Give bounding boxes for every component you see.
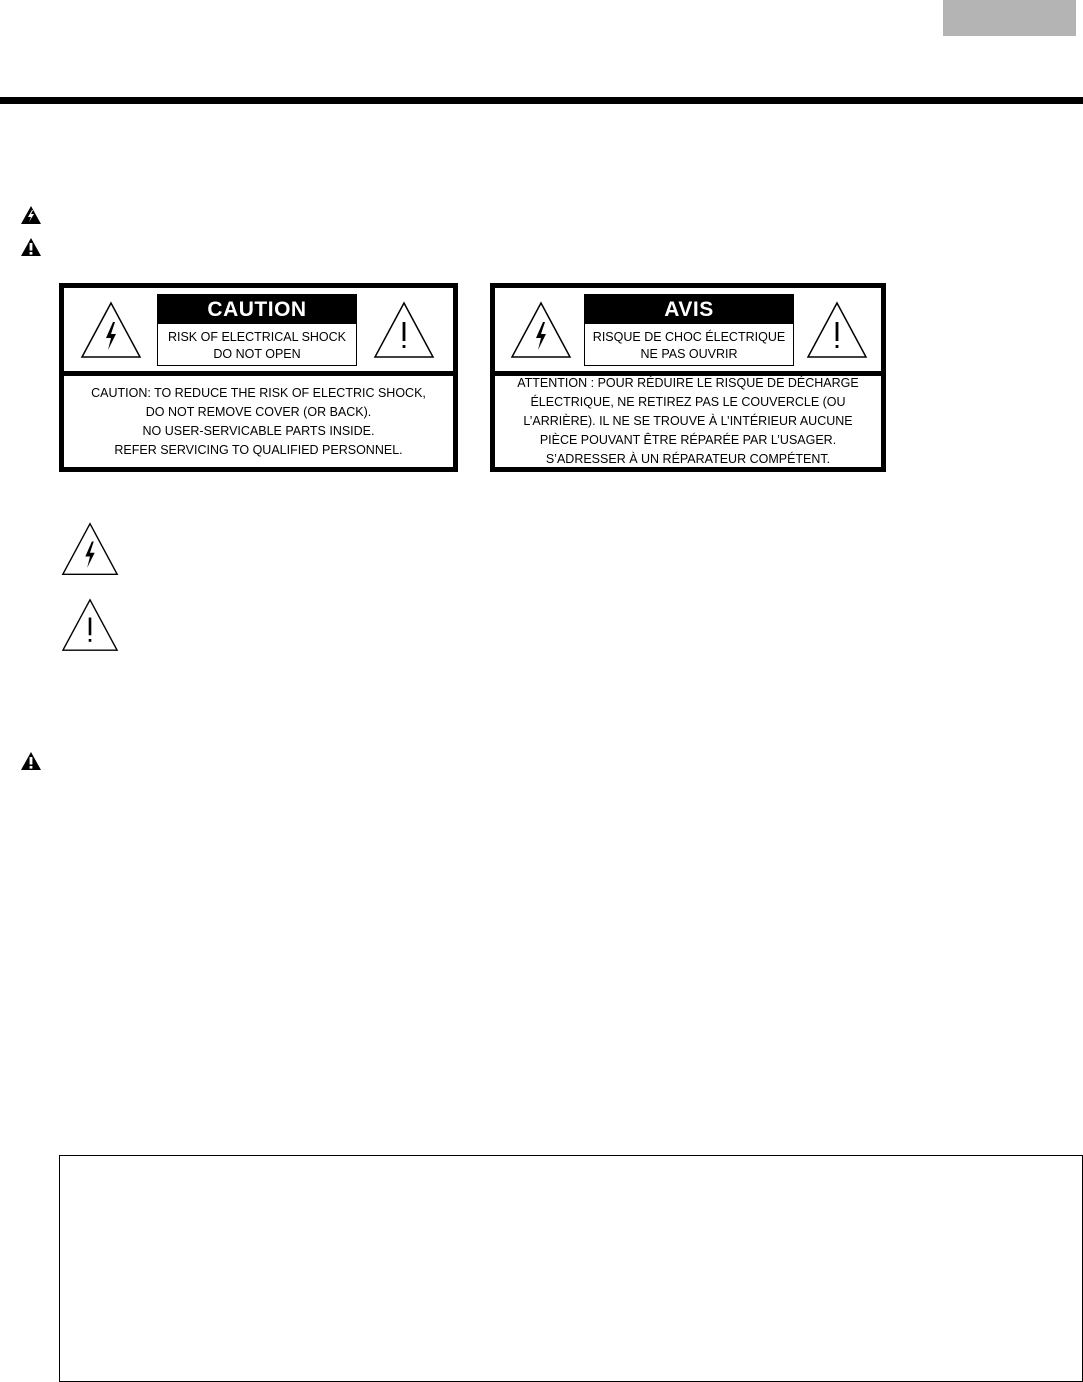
caution-warning-small-icon bbox=[20, 751, 42, 771]
header-rule bbox=[0, 97, 1083, 104]
header-tab bbox=[943, 0, 1076, 36]
lightning-triangle-icon bbox=[509, 300, 573, 360]
caution-label bbox=[59, 283, 458, 472]
caution-body-line: REFER SERVICING TO QUALIFIED PERSONNEL. bbox=[114, 442, 403, 457]
caution-subtitle-line: RISK OF ELECTRICAL SHOCK bbox=[167, 330, 347, 344]
caution-title: CAUTION bbox=[158, 295, 356, 324]
avis-body-line: PIÈCE POUVANT ÊTRE RÉPARÉE PAR L’USAGER. bbox=[539, 433, 837, 447]
avis-body-line: ATTENTION : POUR RÉDUIRE LE RISQUE DE DÉCHARGE bbox=[517, 376, 859, 390]
caution-body-line: CAUTION: TO REDUCE THE RISK OF ELECTRIC SHOCK, bbox=[91, 385, 426, 400]
avis-subtitle-line: RISQUE DE CHOC ÉLECTRIQUE bbox=[592, 330, 786, 344]
avis-title: AVIS bbox=[585, 295, 793, 324]
exclamation-triangle-icon bbox=[60, 597, 120, 653]
avis-body-line: L’ARRIÈRE). IL NE SE TROUVE À L’INTÉRIEUR AUCUNE bbox=[523, 414, 853, 428]
avis-body bbox=[495, 376, 881, 467]
caution-subtitle-line: DO NOT OPEN bbox=[213, 347, 301, 361]
avis-body-line: ÉLECTRIQUE, NE RETIREZ PAS LE COUVERCLE (OU bbox=[530, 395, 846, 409]
lightning-triangle-icon bbox=[79, 300, 143, 360]
shock-warning-small-icon bbox=[20, 205, 42, 225]
caution-body-line: DO NOT REMOVE COVER (OR BACK). bbox=[145, 404, 372, 419]
avis-subtitle-line: NE PAS OUVRIR bbox=[640, 347, 738, 361]
avis-banner bbox=[584, 294, 794, 366]
caution-body-line: NO USER-SERVICABLE PARTS INSIDE. bbox=[142, 423, 375, 438]
exclamation-triangle-icon bbox=[372, 300, 436, 360]
caution-banner bbox=[157, 294, 357, 366]
lightning-triangle-icon bbox=[60, 519, 120, 579]
exclamation-triangle-icon bbox=[805, 300, 869, 360]
avis-label-header bbox=[495, 288, 881, 376]
avis-body-line: S’ADRESSER À UN RÉPARATEUR COMPÉTENT. bbox=[545, 452, 831, 466]
caution-label-header bbox=[64, 288, 453, 376]
caution-body bbox=[64, 376, 453, 467]
notice-box bbox=[59, 1155, 1083, 1382]
avis-label bbox=[490, 283, 886, 472]
caution-warning-small-icon bbox=[20, 237, 42, 257]
